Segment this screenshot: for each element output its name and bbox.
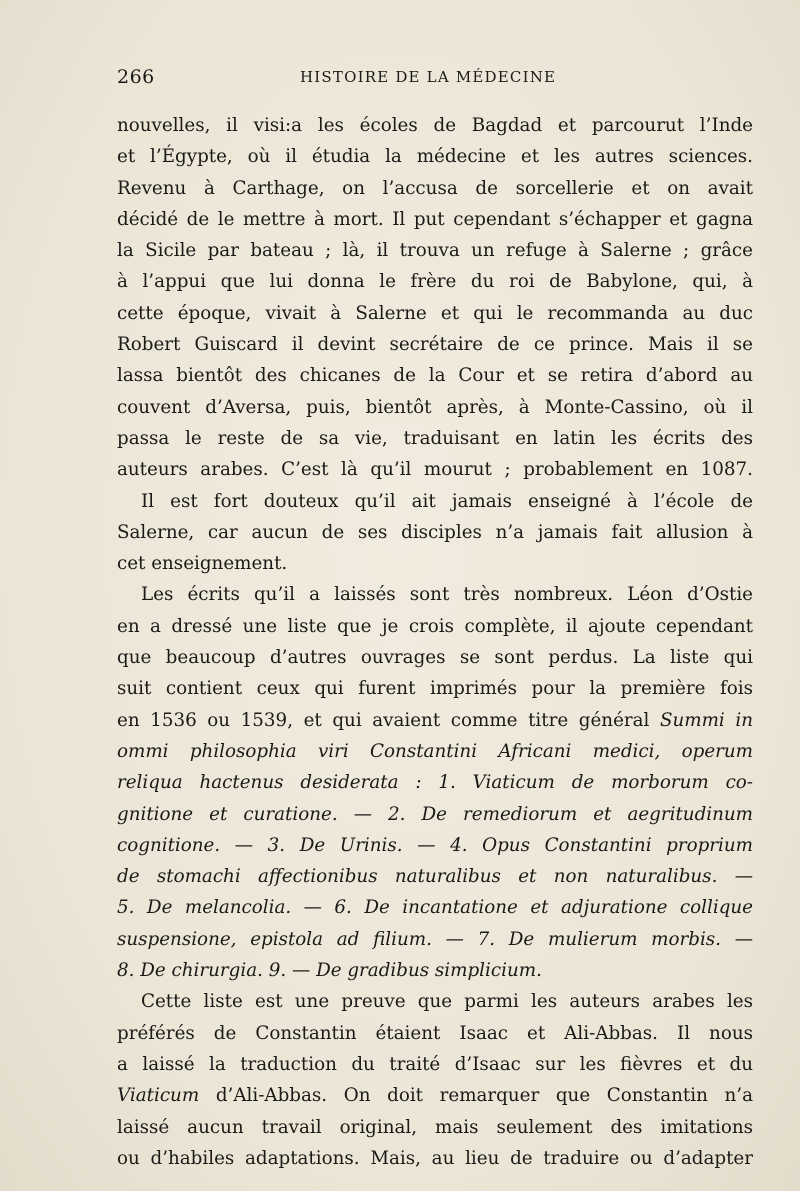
italic-text-line: gnitione et curatione. — 2. De remediorum et aegritudinum: [117, 803, 753, 825]
text-line: a laissé la traduction du traité d’Isaac sur les fièvres et du: [117, 1053, 753, 1075]
text-line: [117, 1080, 753, 1111]
italic-text-line: 5. De melancolia. — 6. De incantatione et adjuratione collique: [117, 897, 753, 919]
italic-text-line: reliqua hactenus desiderata : 1. Viaticum de morborum co-: [117, 772, 753, 794]
text-run: en 1536 ou 1539, et qui avaient comme titre général: [117, 709, 650, 731]
text-line: préférés de Constantin étaient Isaac et Ali-Abbas. Il nous: [117, 1022, 753, 1044]
text-line: laissé aucun travail original, mais seulement des imitations: [117, 1116, 753, 1138]
running-title: HISTOIRE DE LA MÉDECINE: [300, 68, 557, 86]
text-line: que beaucoup d’autres ouvrages se sont perdus. La liste qui: [117, 647, 753, 669]
text-line: couvent d’Aversa, puis, bientôt après, à Monte-Cassino, où il: [117, 396, 753, 418]
text-line: et l’Égypte, où il étudia la médecine et les autres sciences.: [117, 146, 753, 168]
italic-text-line: suspensione, epistola ad filium. — 7. De mulierum morbis. —: [117, 928, 753, 950]
text-line: Robert Guiscard il devint secrétaire de ce prince. Mais il se: [117, 334, 753, 356]
paragraph-start-line: Les écrits qu’il a laissés sont très nombreux. Léon d’Ostie: [141, 584, 753, 606]
text-line: la Sicile par bateau ; là, il trouva un refuge à Salerne ; grâce: [117, 240, 753, 262]
italic-title-run: Viaticum: [117, 1085, 200, 1107]
text-line: auteurs arabes. C’est là qu’il mourut ; probablement en 1087.: [117, 459, 753, 481]
italic-text-line: 8. De chirurgia. 9. — De gradibus simplicium.: [117, 960, 542, 982]
text-line: lassa bientôt des chicanes de la Cour et se retira d’abord au: [117, 365, 753, 387]
text-line: cette époque, vivait à Salerne et qui le recommanda au duc: [117, 302, 753, 324]
italic-text-line: cognitione. — 3. De Urinis. — 4. Opus Constantini proprium: [117, 834, 753, 856]
text-line: passa le reste de sa vie, traduisant en latin les écrits des: [117, 427, 753, 449]
body-text: [117, 110, 753, 1174]
text-line: Salerne, car aucun de ses disciples n’a jamais fait allusion à: [117, 521, 753, 543]
text-run: d’Ali-Abbas. On doit remarquer que Constantin n’a: [215, 1085, 754, 1107]
page-header: [117, 66, 753, 90]
text-line: suit contient ceux qui furent imprimés pour la première fois: [117, 678, 753, 700]
text-line: ou d’habiles adaptations. Mais, au lieu de traduire ou d’adapter: [117, 1147, 753, 1169]
text-line: décidé de le mettre à mort. Il put cependant s’échapper et gagna: [117, 208, 753, 230]
page-number: 266: [117, 66, 155, 88]
paragraph-start-line: Il est fort douteux qu’il ait jamais enseigné à l’école de: [141, 490, 753, 512]
italic-title-run: Summi in: [659, 709, 753, 731]
text-line: Revenu à Carthage, on l’accusa de sorcellerie et on avait: [117, 177, 753, 199]
text-line: en a dressé une liste que je crois complète, il ajoute cependant: [117, 615, 753, 637]
paragraph-end-line: cet enseignement.: [117, 553, 288, 575]
italic-text-line: de stomachi affectionibus naturalibus et non naturalibus. —: [117, 866, 753, 888]
text-line: à l’appui que lui donna le frère du roi de Babylone, qui, à: [117, 271, 753, 293]
text-line: [117, 705, 753, 736]
italic-text-line: ommi philosophia viri Constantini Africani medici, operum: [117, 740, 753, 762]
paragraph-start-line: Cette liste est une preuve que parmi les auteurs arabes les: [141, 991, 753, 1013]
text-line: nouvelles, il visi:a les écoles de Bagdad et parcourut l’Inde: [117, 115, 753, 136]
